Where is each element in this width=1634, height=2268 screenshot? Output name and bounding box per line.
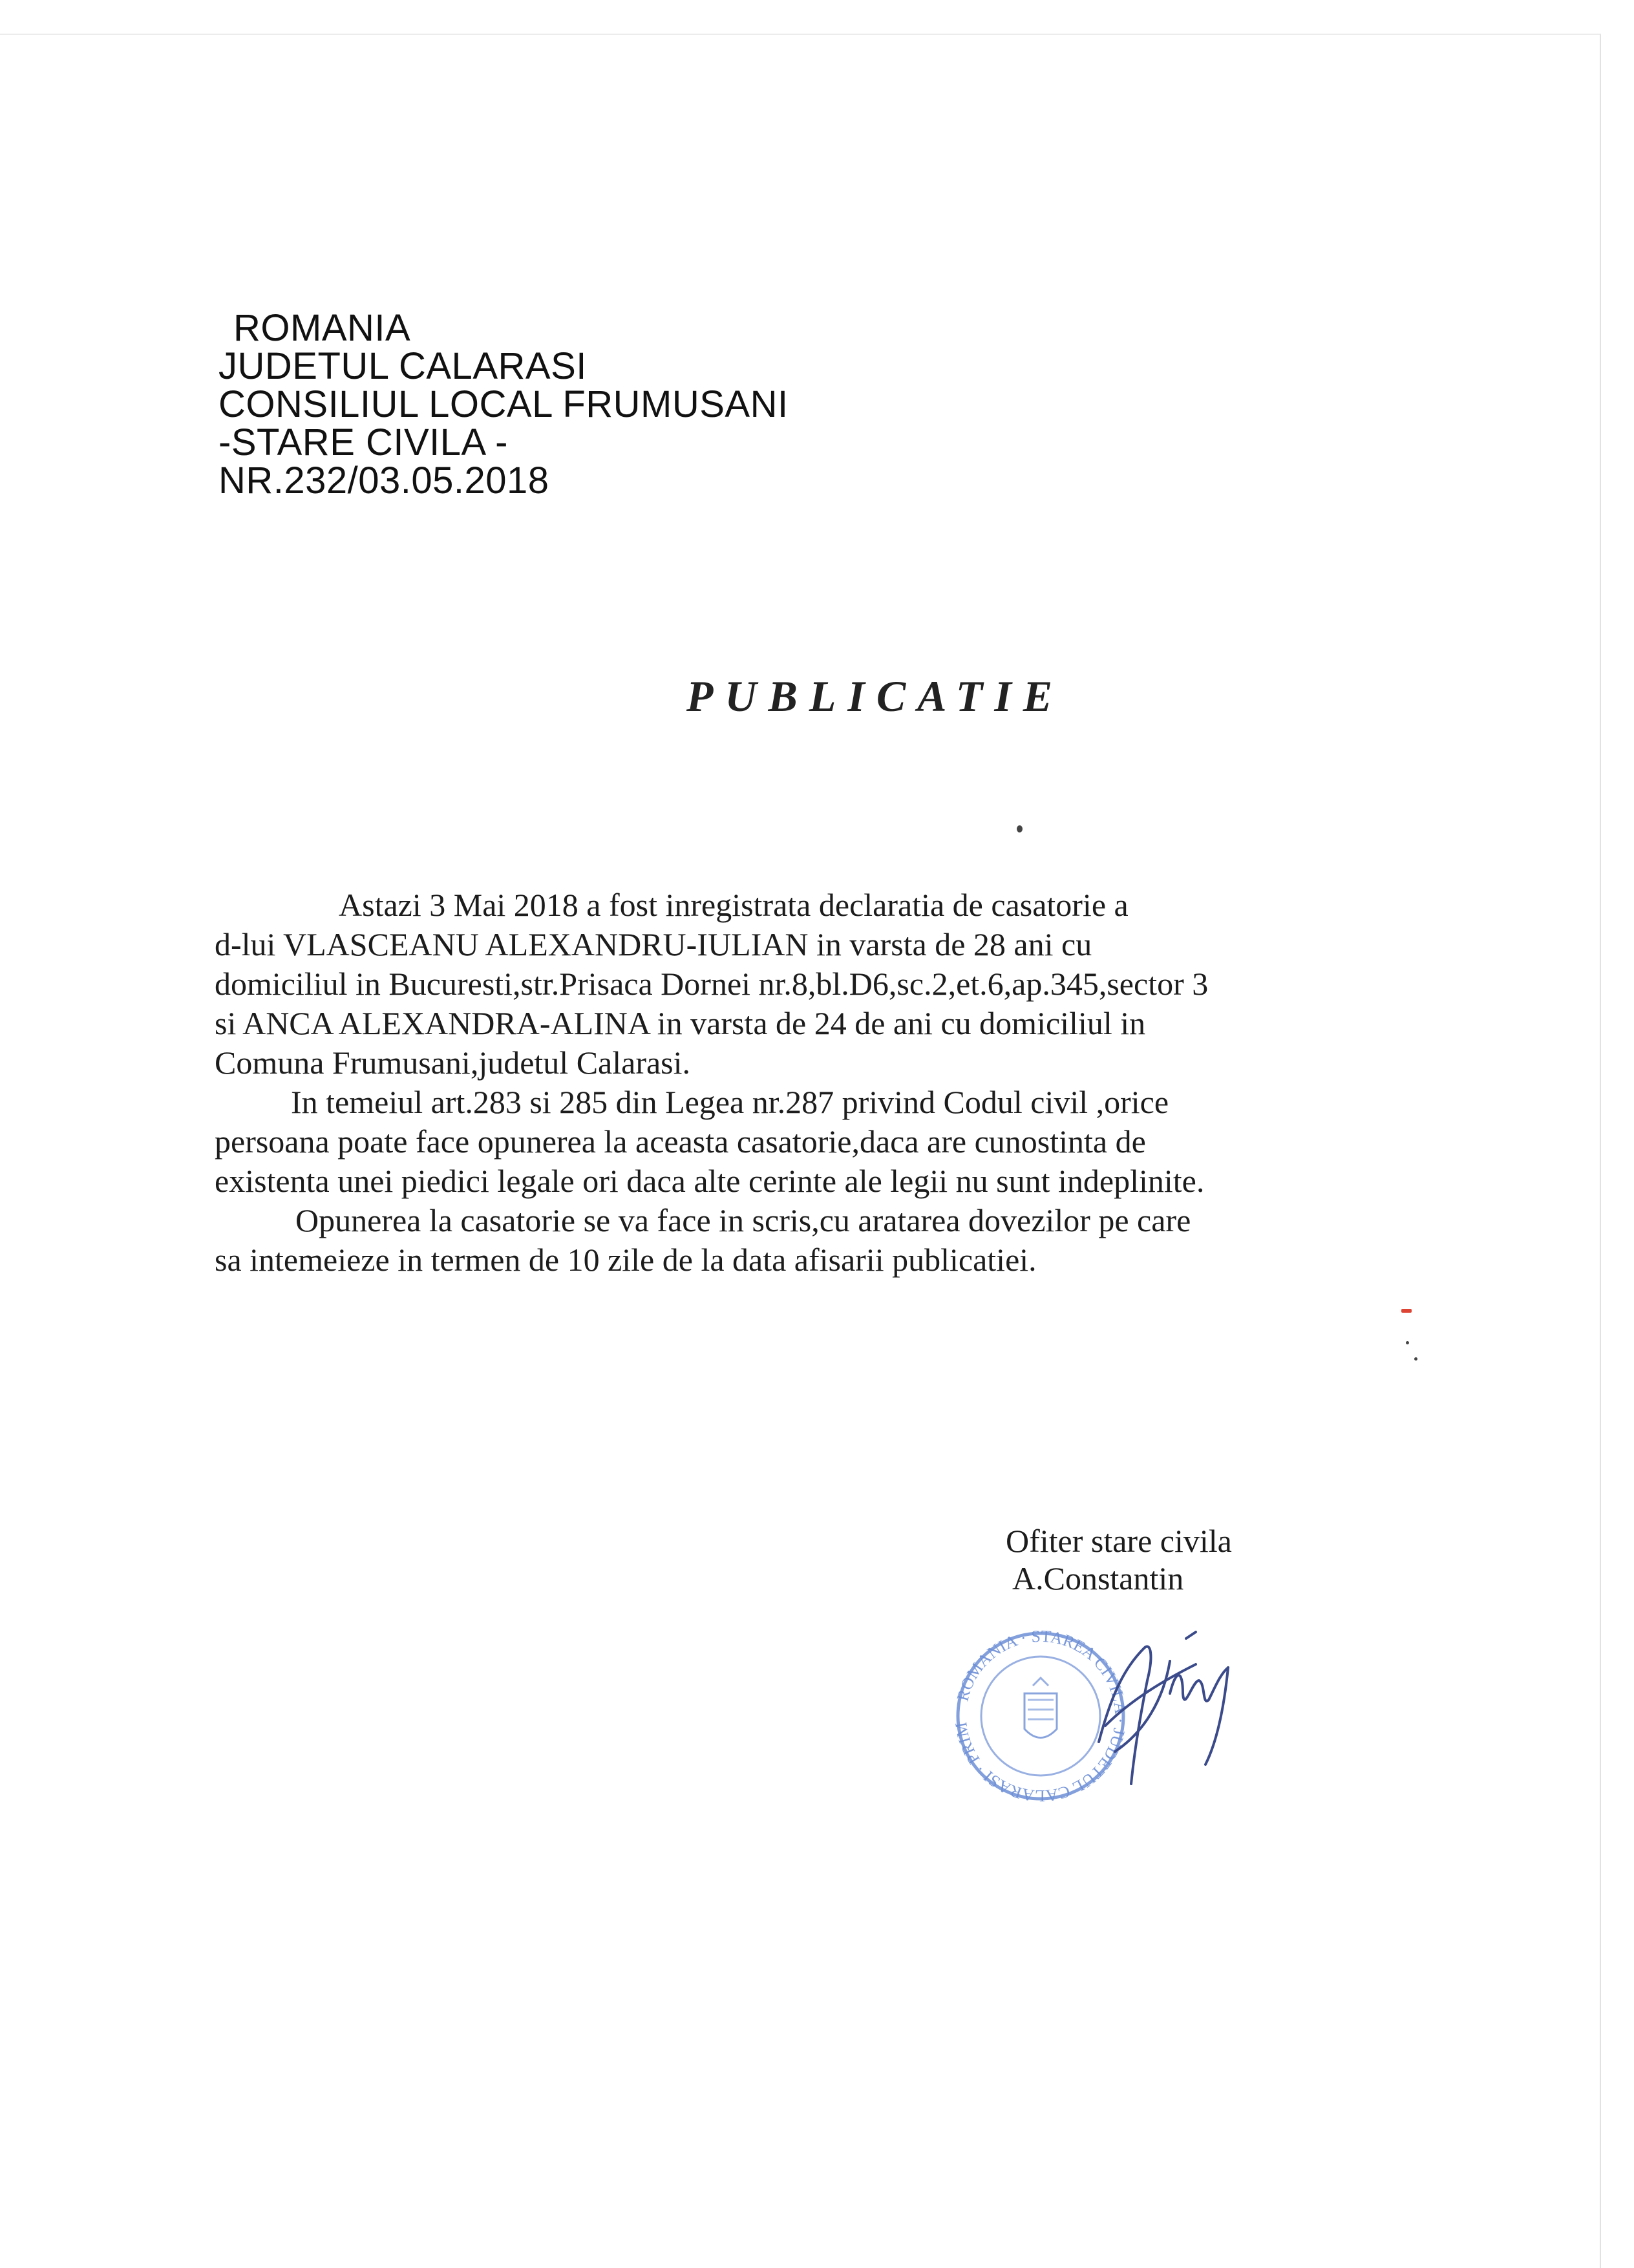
body-line: si ANCA ALEXANDRA-ALINA in varsta de 24 de ani cu domiciliul in [215, 1005, 1146, 1041]
scan-speck [1414, 1357, 1417, 1361]
coat-of-arms-icon [1024, 1678, 1057, 1738]
body-line: Opunerea la casatorie se va face in scris,cu aratarea dovezilor pe care [295, 1202, 1191, 1238]
header-council: CONSILIUL LOCAL FRUMUSANI [218, 383, 789, 425]
header-country: ROMANIA [233, 307, 411, 349]
document-title [0, 671, 1634, 722]
stamp-and-signature [950, 1603, 1286, 1836]
body-line: d-lui VLASCEANU ALEXANDRU-IULIAN in varsta de 28 ani cu [215, 926, 1092, 962]
signature-block [1006, 1522, 1232, 1597]
signer-role: Ofiter stare civila [1006, 1523, 1232, 1559]
document-header [218, 309, 789, 500]
signer-name: A.Constantin [1012, 1560, 1184, 1596]
body-line: In temeiul art.283 si 285 din Legea nr.287 privind Codul civil ,orice [291, 1084, 1169, 1120]
body-line: Comuna Frumusani,judetul Calarasi. [215, 1044, 691, 1081]
body-line: sa intemeieze in termen de 10 zile de la data afisarii publicatiei. [215, 1242, 1037, 1278]
document-body [215, 885, 1365, 1280]
official-stamp [950, 1603, 1130, 1805]
title-text: PUBLICATIE [686, 672, 1065, 721]
svg-text:ROMANIA · STAREA CIVILA · JUDE: ROMANIA · STAREA CIVILA · JUDETUL CALARASI · PRIM [951, 1626, 1130, 1806]
body-line: persoana poate face opunerea la aceasta casatorie,daca are cunostinta de [215, 1123, 1146, 1160]
header-department: -STARE CIVILA - [218, 421, 508, 463]
header-county: JUDETUL CALARASI [218, 345, 587, 387]
scan-speck [1406, 1341, 1409, 1344]
body-line: existenta unei piedici legale ori daca alte cerinte ale legii nu sunt indeplinite. [215, 1163, 1205, 1199]
header-registration-number: NR.232/03.05.2018 [218, 460, 549, 502]
stamp-svg [950, 1603, 1286, 1836]
scan-speck [1017, 825, 1023, 832]
body-line: domiciliul in Bucuresti,str.Prisaca Dornei nr.8,bl.D6,sc.2,et.6,ap.345,sector 3 [215, 966, 1209, 1002]
body-line: Astazi 3 Mai 2018 a fost inregistrata declaratia de casatorie a [339, 887, 1129, 923]
scan-speck [1401, 1309, 1412, 1313]
